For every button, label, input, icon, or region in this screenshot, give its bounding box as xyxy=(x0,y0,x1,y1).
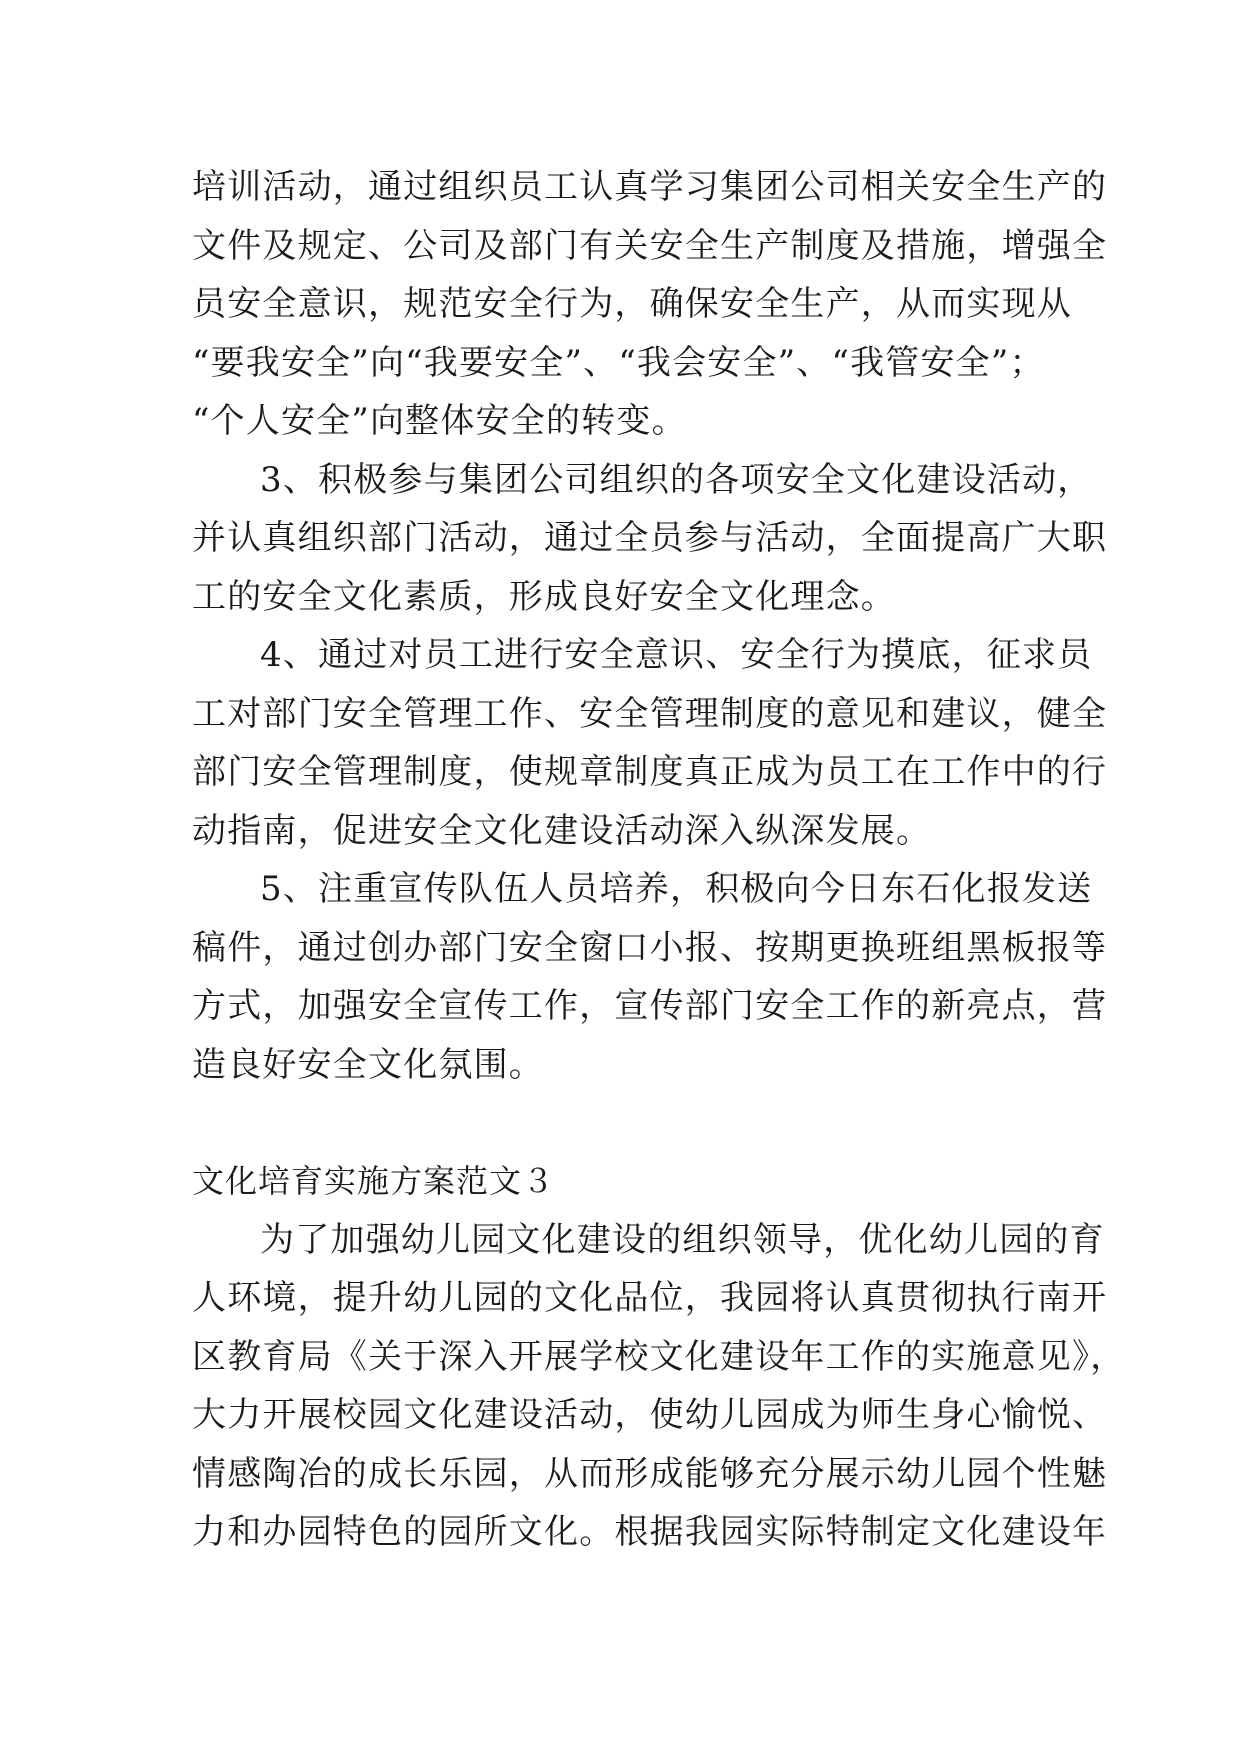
text-line: 动指南，促进安全文化建设活动深入纵深发展。 xyxy=(192,810,932,851)
section-3-paragraph xyxy=(192,1211,1126,1562)
text-line: “要我安全”向“我要安全”、“我会安全”、“我管安全”； xyxy=(192,342,1045,383)
text-line: 5、注重宣传队伍人员培养，积极向今日东石化报发送 xyxy=(260,869,1093,909)
text-line: 培训活动，通过组织员工认真学习集团公司相关安全生产的 xyxy=(192,167,1108,207)
paragraph-item-5 xyxy=(192,860,1108,1094)
text-line: 4、通过对员工进行安全意识、安全行为摸底，征求员 xyxy=(260,635,1093,675)
text-line: 文件及规定、公司及部门有关安全生产制度及措施，增强全 xyxy=(192,225,1108,266)
text-line: 区教育局《关于深入开展学校文化建设年工作的实施意见》， xyxy=(192,1336,1126,1377)
paragraph-continuation xyxy=(192,158,1108,451)
text-line: 方式，加强安全宣传工作，宣传部门安全工作的新亮点，营 xyxy=(192,986,1108,1026)
text-line: 部门安全管理制度，使规章制度真正成为员工在工作中的行 xyxy=(192,752,1108,792)
text-line: 为了加强幼儿园文化建设的组织领导，优化幼儿园的育 xyxy=(260,1219,1105,1260)
section-title: 文化培育实施方案范文３ xyxy=(192,1162,556,1200)
paragraph-item-4 xyxy=(192,626,1108,860)
text-line: 工对部门安全管理工作、安全管理制度的意见和建议，健全 xyxy=(192,693,1108,734)
document-body xyxy=(192,158,1126,1562)
text-line: 并认真组织部门活动，通过全员参与活动，全面提高广大职 xyxy=(192,518,1108,558)
text-line: 大力开展校园文化建设活动，使幼儿园成为师生身心愉悦、 xyxy=(192,1395,1108,1435)
text-line: 造良好安全文化氛围。 xyxy=(192,1044,544,1085)
text-line: 人环境，提升幼儿园的文化品位，我园将认真贯彻执行南开 xyxy=(192,1278,1108,1318)
text-line: 3、积极参与集团公司组织的各项安全文化建设活动， xyxy=(260,459,1093,500)
paragraph-item-3 xyxy=(192,451,1108,627)
text-line: “个人安全”向整体安全的转变。 xyxy=(192,401,687,441)
text-line: 力和办园特色的园所文化。根据我园实际特制定文化建设年 xyxy=(192,1512,1108,1552)
text-line: 工的安全文化素质，形成良好安全文化理念。 xyxy=(192,576,896,617)
text-line: 员安全意识，规范安全行为，确保安全生产，从而实现从 xyxy=(192,284,1072,324)
text-line: 稿件，通过创办部门安全窗口小报、按期更换班组黑板报等 xyxy=(192,927,1108,968)
text-line: 情感陶冶的成长乐园，从而形成能够充分展示幼儿园个性魅 xyxy=(192,1453,1108,1494)
